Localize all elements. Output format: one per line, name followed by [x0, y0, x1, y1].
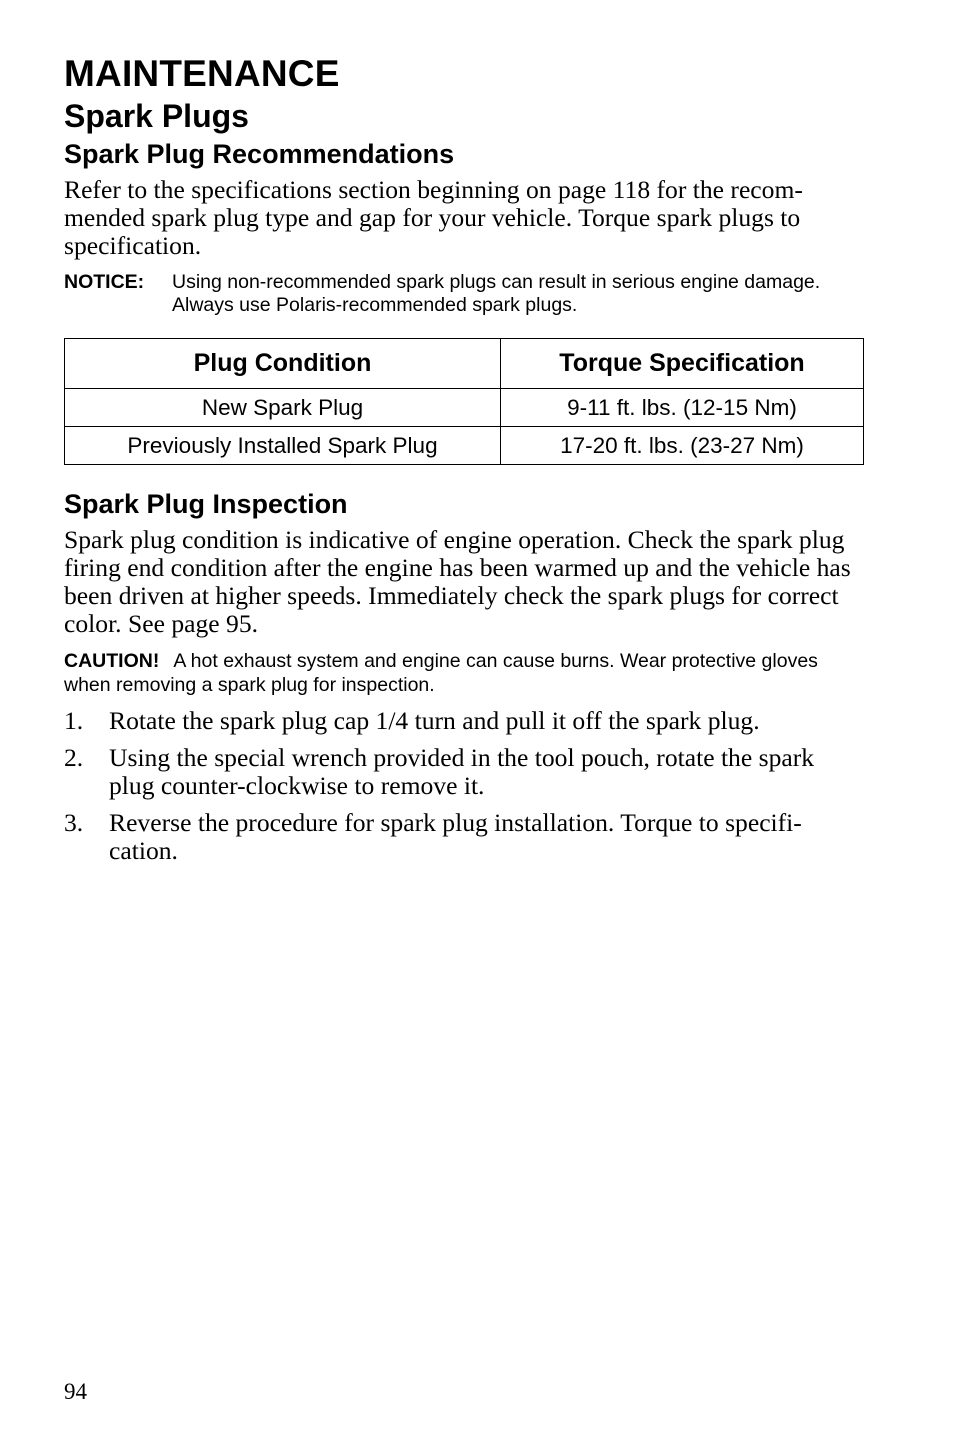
- list-item: [64, 744, 864, 800]
- notice-block: [64, 271, 864, 317]
- torque-spec-table: [64, 338, 864, 465]
- recommendations-paragraph: Refer to the specifications section beginning on page 118 for the recom-mended spark plug type and gap for your vehicle. Torque spark plugs to specification.: [64, 175, 803, 260]
- recommendations-heading: Spark Plug Recommendations: [64, 139, 455, 169]
- table-cell: 17-20 ft. lbs. (23-27 Nm): [501, 427, 864, 465]
- step-number: 3.: [64, 808, 84, 837]
- notice-text: Using non-recommended spark plugs can result in serious engine damage. Always use Polaris-recommended spark plugs.: [172, 271, 821, 316]
- step-text: Reverse the procedure for spark plug installation. Torque to specifi-cation.: [109, 808, 802, 865]
- table-cell: New Spark Plug: [65, 389, 501, 427]
- caution-label: CAUTION!: [64, 650, 160, 672]
- step-text: Rotate the spark plug cap 1/4 turn and pull it off the spark plug.: [109, 706, 760, 735]
- removal-steps-list: [64, 707, 864, 865]
- manual-page: [64, 50, 864, 874]
- caution-block: [64, 649, 864, 697]
- table-row: [65, 427, 864, 465]
- notice-label: NOTICE:: [64, 271, 145, 293]
- page-number: 94: [64, 1379, 87, 1404]
- step-number: 2.: [64, 743, 84, 772]
- step-text: Using the special wrench provided in the tool pouch, rotate the spark plug counter-clockwise to remove it.: [109, 743, 815, 800]
- step-number: 1.: [64, 706, 84, 735]
- chapter-title: MAINTENANCE: [64, 53, 340, 94]
- table-cell: 9-11 ft. lbs. (12-15 Nm): [501, 389, 864, 427]
- inspection-heading: Spark Plug Inspection: [64, 489, 348, 519]
- section-title: Spark Plugs: [64, 98, 249, 134]
- column-header-torque-specification: Torque Specification: [501, 339, 864, 389]
- table-row: [65, 389, 864, 427]
- list-item: [64, 809, 864, 865]
- inspection-paragraph: Spark plug condition is indicative of engine operation. Check the spark plug firing end condition after the engine has been warmed up and the vehicle has been driven at higher speeds. Immediately check the spark plugs for correct color. See page 95.: [64, 525, 851, 638]
- list-item: [64, 707, 864, 735]
- caution-text: A hot exhaust system and engine can cause burns. Wear protective gloves when removing a spark plug for inspection.: [64, 650, 818, 696]
- column-header-plug-condition: Plug Condition: [65, 339, 501, 389]
- table-header-row: [65, 339, 864, 389]
- table-cell: Previously Installed Spark Plug: [65, 427, 501, 465]
